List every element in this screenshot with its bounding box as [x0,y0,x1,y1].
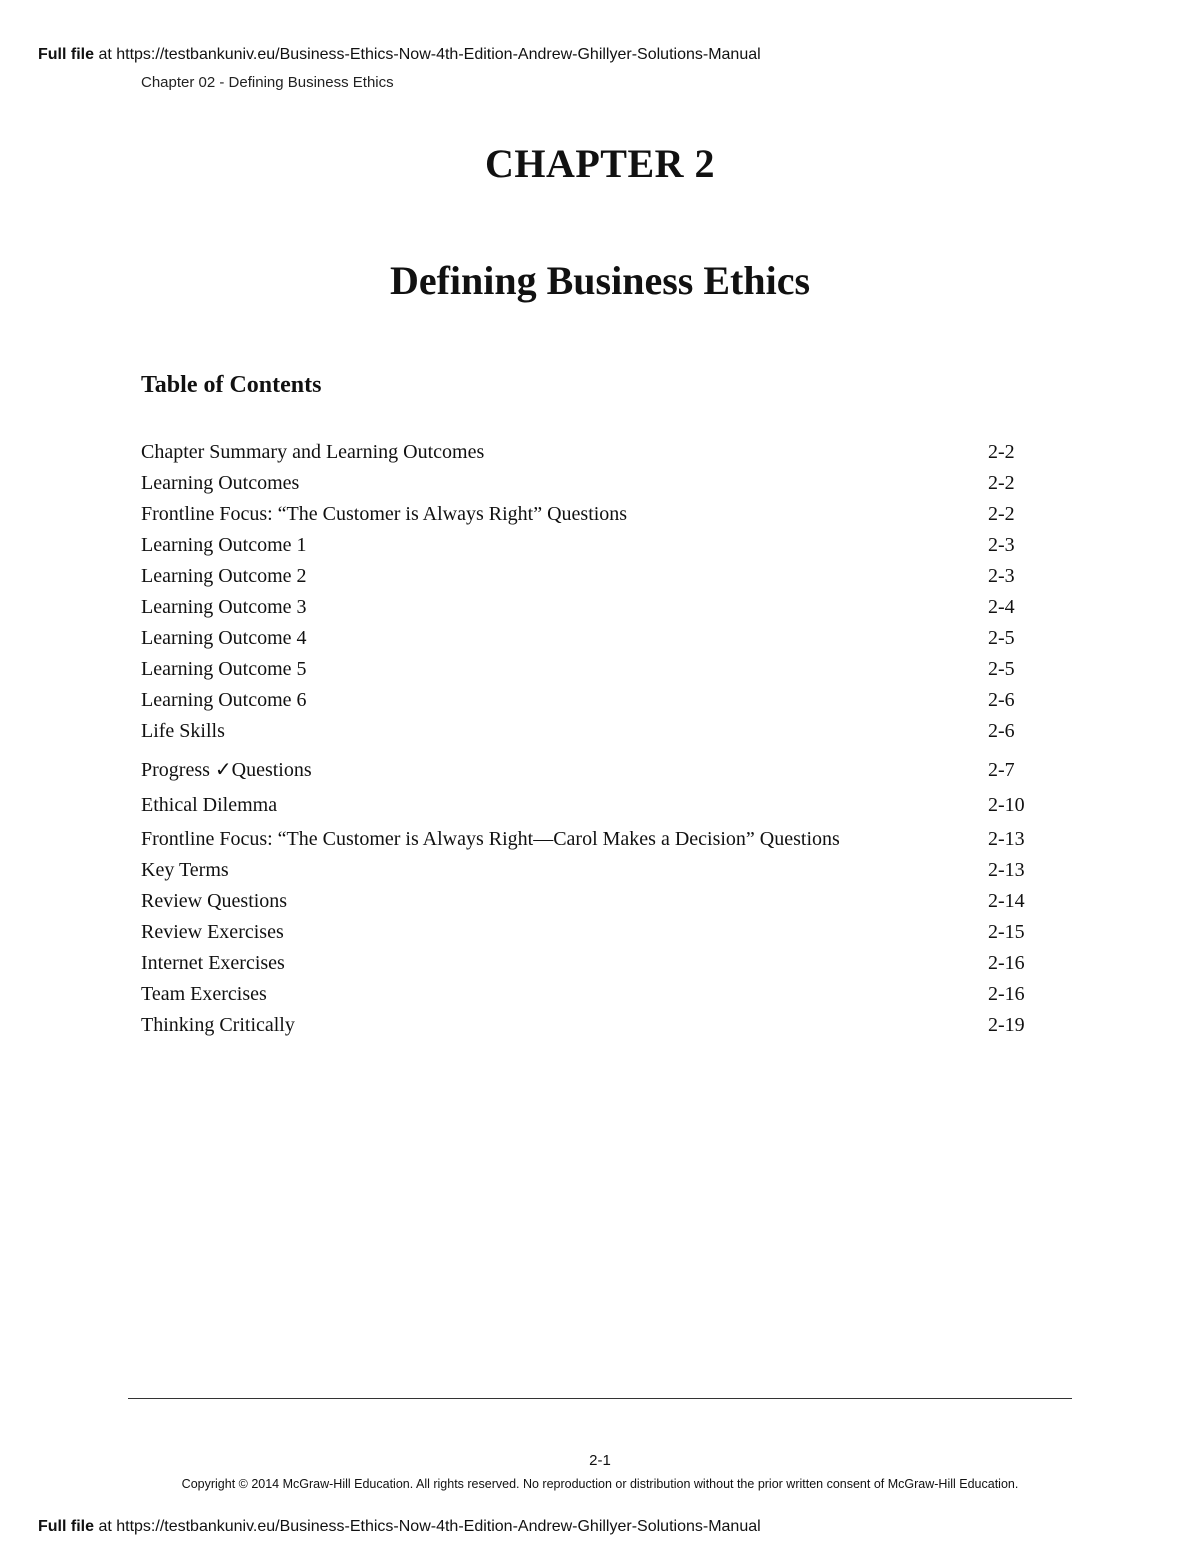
toc-entry[interactable] [141,530,1041,561]
toc-entry-title: Chapter Summary and Learning Outcomes [141,441,485,463]
toc-entry-page: 2-3 [988,565,1015,587]
download-banner-top [38,46,761,64]
toc-entry[interactable] [141,1010,1041,1041]
banner-link-text[interactable]: at https://testbankuniv.eu/Business-Ethics-Now-4th-Edition-Andrew-Ghillyer-Solutions-Manual [94,46,761,63]
toc-entry-page: 2-2 [988,503,1015,525]
toc-entry-title: Learning Outcome 2 [141,565,307,587]
toc-entry-title: Learning Outcome 1 [141,534,307,556]
toc-entry-title: Learning Outcome 5 [141,658,307,680]
toc-entry[interactable] [141,948,1041,979]
toc-entry[interactable] [141,468,1041,499]
toc-entry-title: Learning Outcome 4 [141,627,307,649]
toc-entry[interactable] [141,786,1041,824]
toc-entry[interactable] [141,561,1041,592]
toc-entry-title: Team Exercises [141,983,267,1005]
toc-entry-title: Progress ✓Questions [141,759,312,781]
toc-entry-page: 2-5 [988,658,1015,680]
toc-entry-page: 2-2 [988,472,1015,494]
toc-entry-page: 2-10 [988,794,1025,816]
toc-entry-page: 2-13 [988,828,1025,850]
toc-entry-title: Frontline Focus: “The Customer is Always Right—Carol Makes a Decision” Questions [141,828,840,850]
toc-entry-page: 2-16 [988,983,1025,1005]
download-banner-bottom [38,1518,761,1536]
page-number: 2-1 [589,1452,611,1469]
toc-entry-title: Thinking Critically [141,1014,295,1036]
toc-entry[interactable] [141,855,1041,886]
toc-entry-title: Learning Outcomes [141,472,300,494]
toc-entry-page: 2-13 [988,859,1025,881]
toc-entry[interactable] [141,437,1041,468]
toc-entry[interactable] [141,499,1041,530]
toc-entry[interactable] [141,886,1041,917]
toc-entry-title: Learning Outcome 3 [141,596,307,618]
toc-entry-title: Learning Outcome 6 [141,689,307,711]
toc-entry-title: Ethical Dilemma [141,794,278,816]
toc-entry[interactable] [141,747,1041,786]
toc-entry-page: 2-16 [988,952,1025,974]
toc-entry-page: 2-3 [988,534,1015,556]
toc-entry-page: 2-19 [988,1014,1025,1036]
toc-entry-page: 2-7 [988,759,1015,781]
toc-entry-page: 2-5 [988,627,1015,649]
toc-entry-page: 2-6 [988,689,1015,711]
toc-entry[interactable] [141,917,1041,948]
footer-divider [128,1398,1072,1399]
toc-entry[interactable] [141,654,1041,685]
toc-entry[interactable] [141,979,1041,1010]
toc-entry-page: 2-4 [988,596,1015,618]
toc-entry[interactable] [141,716,1041,747]
toc-entry-title: Review Questions [141,890,288,912]
table-of-contents [141,437,1041,1041]
banner-prefix: Full file [38,1518,94,1535]
toc-entry-page: 2-2 [988,441,1015,463]
toc-entry-page: 2-14 [988,890,1025,912]
toc-entry-title: Life Skills [141,720,225,742]
toc-entry[interactable] [141,685,1041,716]
toc-entry-title: Review Exercises [141,921,284,943]
copyright-notice: Copyright © 2014 McGraw-Hill Education. All rights reserved. No reproduction or distribution without the prior written consent of McGraw-Hill Education. [181,1477,1019,1491]
toc-entry-page: 2-15 [988,921,1025,943]
toc-entry[interactable] [141,623,1041,654]
running-header: Chapter 02 - Defining Business Ethics [141,74,394,91]
toc-entry-page: 2-6 [988,720,1015,742]
toc-entry-title: Internet Exercises [141,952,285,974]
banner-link-text[interactable]: at https://testbankuniv.eu/Business-Ethics-Now-4th-Edition-Andrew-Ghillyer-Solutions-Manual [94,1518,761,1535]
toc-heading: Table of Contents [141,372,322,398]
toc-entry-title: Frontline Focus: “The Customer is Always Right” Questions [141,503,628,525]
banner-prefix: Full file [38,46,94,63]
chapter-title: Defining Business Ethics [389,258,811,303]
toc-entry[interactable] [141,592,1041,623]
toc-entry-title: Key Terms [141,859,229,881]
toc-entry[interactable] [141,824,1041,855]
chapter-number: CHAPTER 2 [484,141,716,186]
